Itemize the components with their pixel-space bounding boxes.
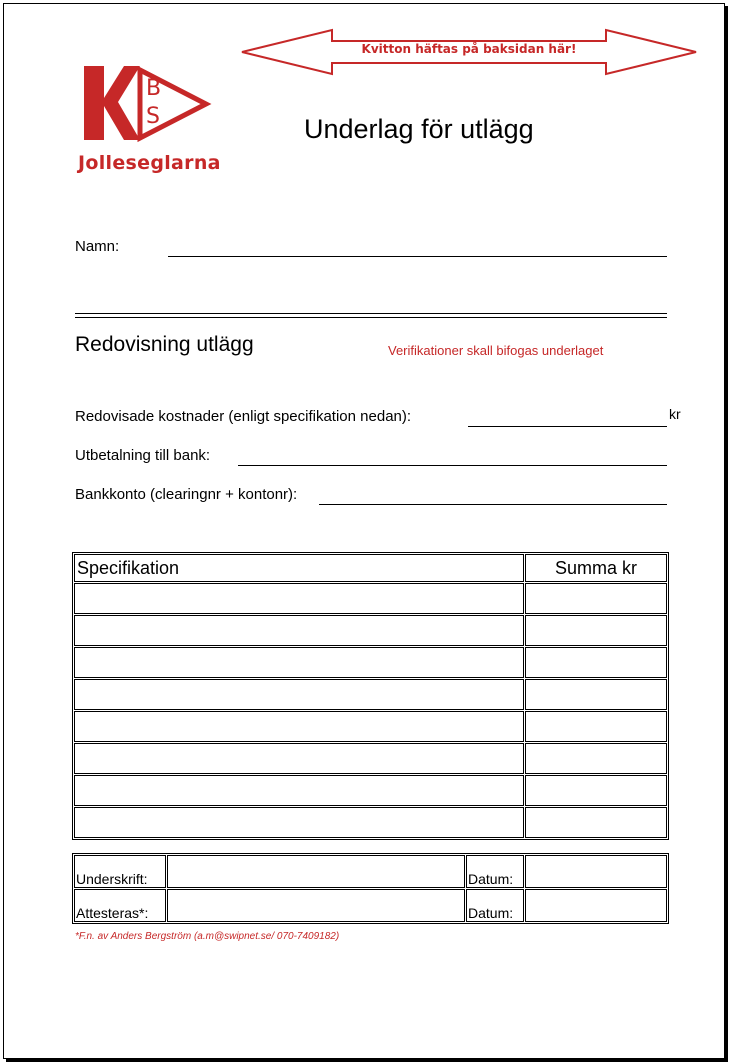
spec-cell[interactable] [74,775,524,806]
datum-field[interactable] [525,889,667,922]
table-row [74,743,667,774]
spec-header-specifikation: Specifikation [74,554,524,582]
spec-cell[interactable] [74,583,524,614]
datum-label: Datum: [466,855,524,888]
section-note: Verifikationer skall bifogas underlaget [388,343,604,358]
summa-cell[interactable] [525,743,667,774]
kostnader-label: Redovisade kostnader (enligt specifikation nedan): [75,408,412,425]
table-row [74,711,667,742]
logo-k-shape [84,66,140,140]
summa-cell[interactable] [525,583,667,614]
spec-cell[interactable] [74,807,524,838]
summa-cell[interactable] [525,807,667,838]
logo-name: Jolleseglarna [78,152,221,174]
konto-underline [319,504,667,505]
logo-letter-b: B [146,76,162,101]
page-title: Underlag för utlägg [304,114,534,144]
kostnader-underline [468,426,667,427]
section-title: Redovisning utlägg [75,333,254,356]
table-row [74,775,667,806]
kostnader-field[interactable] [468,408,667,426]
table-row [74,647,667,678]
bank-field[interactable] [238,447,667,465]
namn-field[interactable] [168,240,667,256]
specification-table [72,552,669,840]
summa-cell[interactable] [525,711,667,742]
summa-cell[interactable] [525,775,667,806]
namn-underline [168,256,667,257]
datum-field[interactable] [525,855,667,888]
signature-table [72,853,669,924]
underskrift-label: Underskrift: [74,855,166,888]
spec-cell[interactable] [74,711,524,742]
spec-header-summa: Summa kr [525,554,667,582]
summa-cell[interactable] [525,615,667,646]
logo-letter-s: S [146,104,160,129]
spec-cell[interactable] [74,647,524,678]
kostnader-unit: kr [669,406,681,422]
spec-header-row [74,554,667,582]
underskrift-row [74,855,667,888]
bank-underline [238,465,667,466]
attesteras-row [74,889,667,922]
datum-label: Datum: [466,889,524,922]
konto-field[interactable] [319,486,667,504]
bank-label: Utbetalning till bank: [75,447,211,464]
banner-text: Kvitton häftas på baksidan här! [361,42,577,56]
table-row [74,679,667,710]
table-row [74,807,667,838]
summa-cell[interactable] [525,679,667,710]
table-row [74,583,667,614]
konto-label: Bankkonto (clearingnr + kontonr): [75,486,298,503]
spec-cell[interactable] [74,743,524,774]
summa-cell[interactable] [525,647,667,678]
attesteras-field[interactable] [167,889,465,922]
footnote: *F.n. av Anders Bergström (a.m@swipnet.se/ 070-7409182) [75,931,340,942]
underskrift-field[interactable] [167,855,465,888]
attesteras-label: Attesteras*: [74,889,166,922]
spec-cell[interactable] [74,679,524,710]
spec-cell[interactable] [74,615,524,646]
double-divider [75,313,667,318]
namn-label: Namn: [75,238,120,255]
table-row [74,615,667,646]
